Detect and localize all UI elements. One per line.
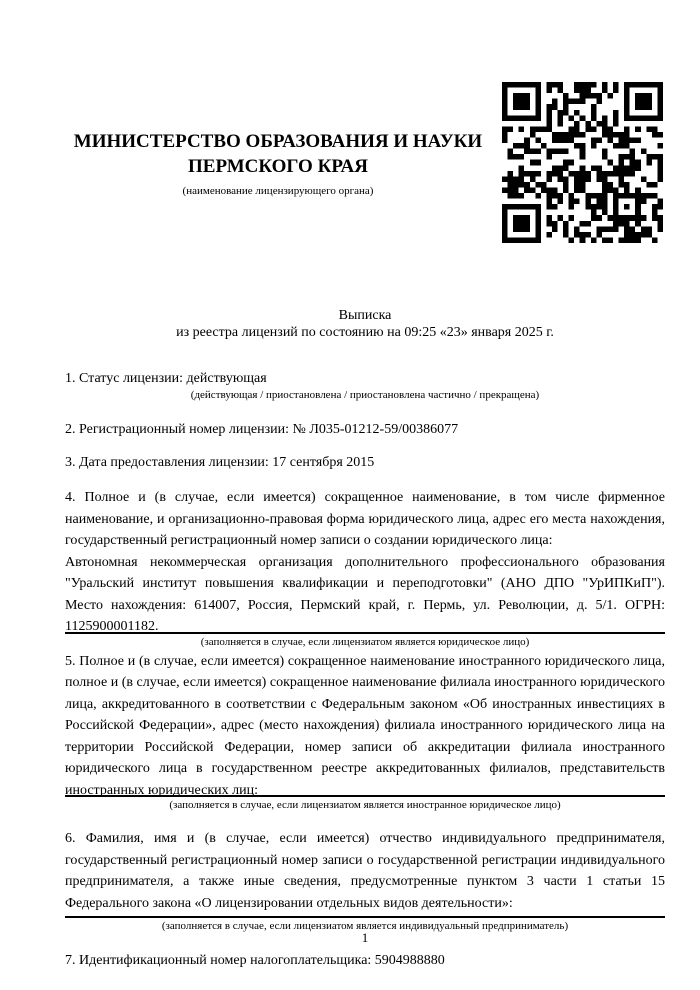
legal-entity-value: Автономная некоммерческая организация дополнительного профессионального образования "Уральский институт повышения квалификации и переподготовки" (АНО ДПО "УрИПКиП"). Место нахождения: 614007, Россия, Пермский край, г. Пермь, ул. Революции, д. 5/1. ОГРН: 1125900001182.: [65, 554, 665, 634]
individual-entrepreneur-caption: (заполняется в случае, если лицензиатом является индивидуальный предприниматель): [161, 920, 569, 932]
taxpayer-number-item: 7. Идентификационный номер налогоплательщика: 5904988880: [65, 953, 445, 968]
page-number: 1: [361, 930, 369, 945]
license-status-item: [65, 370, 665, 402]
ministry-name-line1: МИНИСТЕРСТВО ОБРАЗОВАНИЯ И НАУКИ: [73, 131, 483, 152]
ministry-name-line2: ПЕРМСКОГО КРАЯ: [188, 156, 368, 177]
document-title-line1: Выписка: [338, 308, 392, 323]
license-status-caption: (действующая / приостановлена / приостановлена частично / прекращена): [190, 389, 540, 401]
qr-code: [502, 82, 663, 243]
registration-number-item: 2. Регистрационный номер лицензии: № Л035-01212-59/00386077: [65, 422, 459, 437]
ministry-name: [65, 129, 491, 179]
document-title: [65, 307, 665, 341]
ministry-name-caption: (наименование лицензирующего органа): [182, 185, 374, 197]
legal-entity-label: 4. Полное и (в случае, если имеется) сокращенное наименование, в том числе фирменное наименование, и организационно-правовая форма юридического лица, адрес его места нахождения, государственный регистрационный номер записи о создании юридического лица:: [65, 490, 665, 548]
foreign-entity-caption: (заполняется в случае, если лицензиатом является иностранное юридическое лицо): [169, 799, 561, 811]
foreign-entity-label: 5. Полное и (в случае, если имеется) сокращенное наименование иностранного юридического лица, полное и (в случае, если имеется) сокращенное наименование филиала иностранного юридического лица, аккредитованного в соответствии с Федеральным законом «Об иностранных инвестициях в Российской Федерации», адрес (место нахождения) филиала иностранного юридического лица на территории Российской Федерации, номер записи об аккредитации филиала иностранного юридического лица в государственном реестре аккредитованных филиалов, представительств иностранных юридических лиц:: [65, 653, 665, 798]
legal-entity-caption: (заполняется в случае, если лицензиатом является юридическое лицо): [200, 635, 530, 648]
document-body: [65, 487, 665, 969]
individual-entrepreneur-fill-line: [65, 916, 665, 918]
licensing-authority-header: [65, 129, 491, 198]
license-status-text: 1. Статус лицензии: действующая: [65, 371, 267, 386]
document-title-line2: из реестра лицензий по состоянию на 09:25 «23» января 2025 г.: [176, 325, 554, 340]
grant-date-item: 3. Дата предоставления лицензии: 17 сентября 2015: [65, 455, 375, 470]
individual-entrepreneur-label: 6. Фамилия, имя и (в случае, если имеется) отчество индивидуального предпринимателя, государственный регистрационный номер записи о государственной регистрации индивидуального предпринимателя, а также иные сведения, предусмотренные пунктом 3 части 1 статьи 15 Федерального закона «О лицензировании отдельных видов деятельности»:: [65, 831, 665, 911]
